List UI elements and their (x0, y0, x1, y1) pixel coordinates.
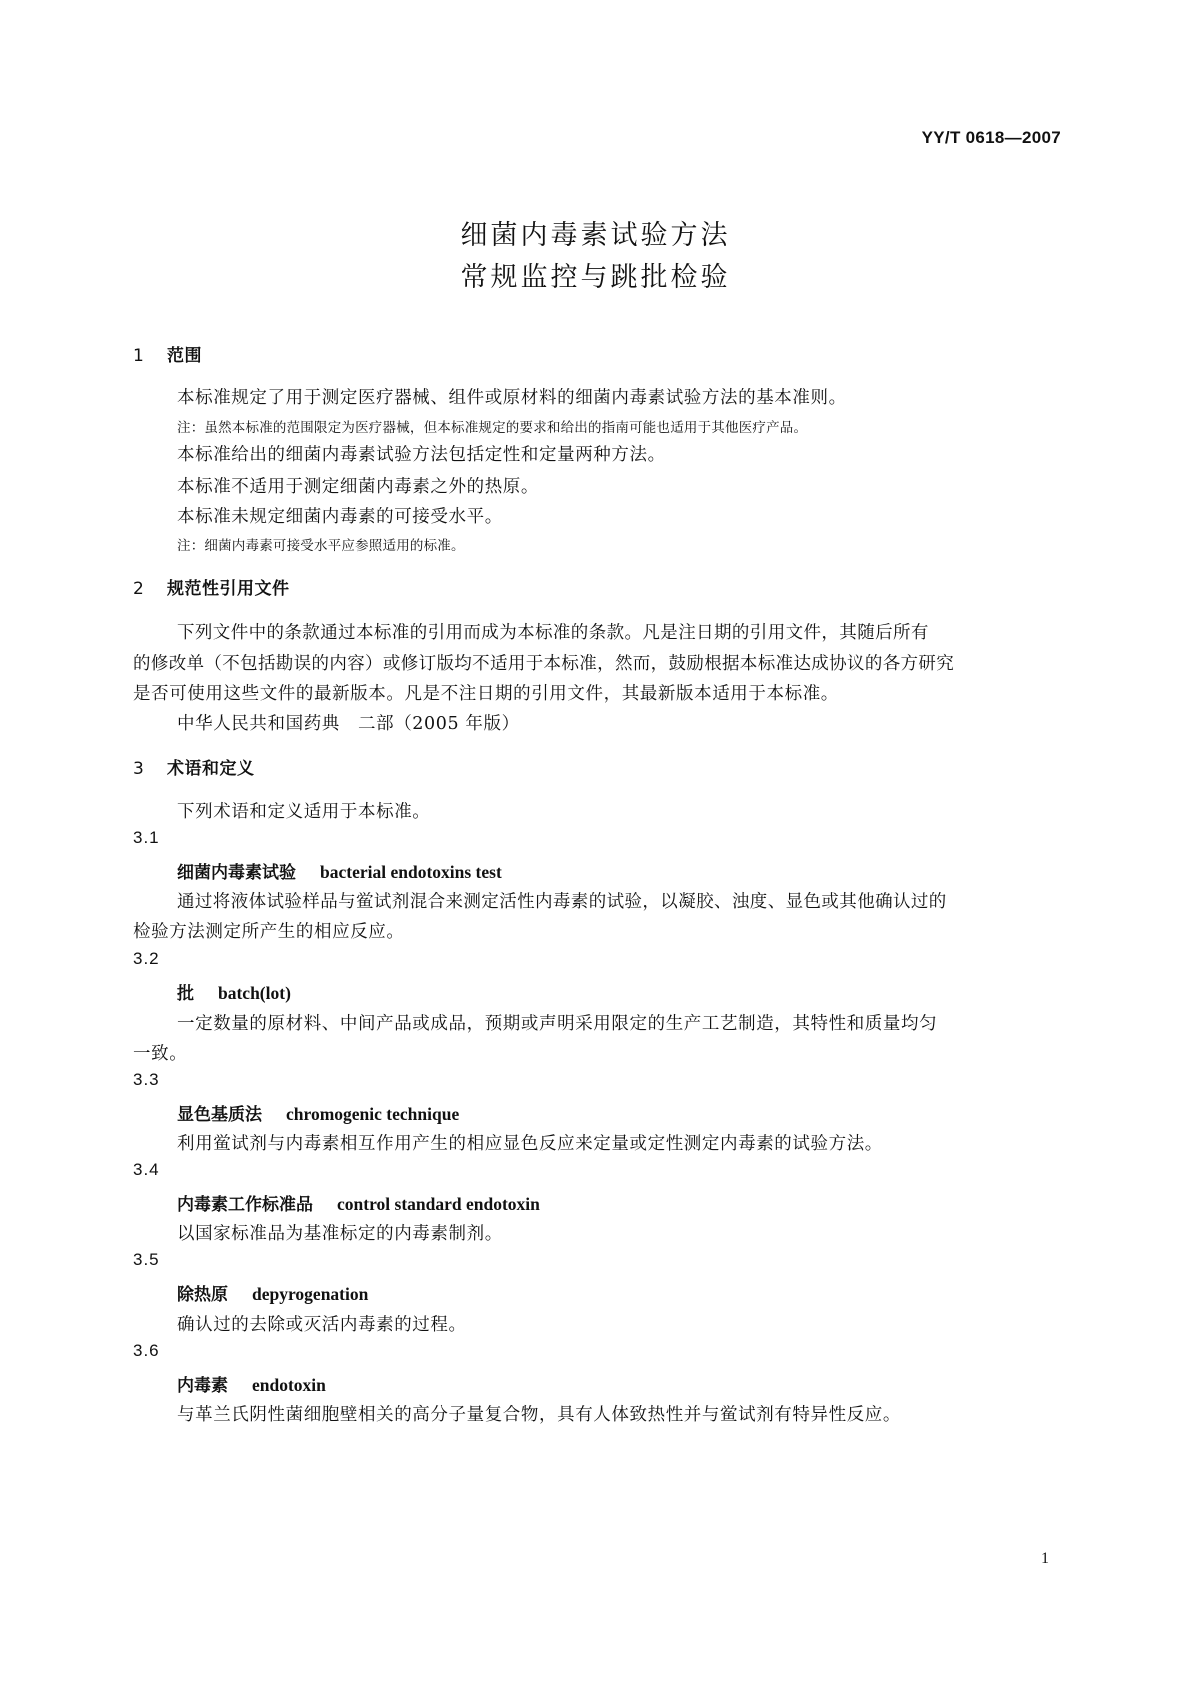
term-entry (177, 979, 291, 1004)
paragraph: 下列术语和定义适用于本标准。 (177, 802, 431, 822)
definition-line: 一致。 (133, 1044, 188, 1064)
section-title: 术语和定义 (167, 759, 255, 779)
paragraph: 本标准未规定细菌内毒素的可接受水平。 (177, 507, 503, 527)
section-2-heading (133, 574, 290, 599)
document-title-line2: 常规监控与跳批检验 (460, 262, 731, 293)
definition-line: 检验方法测定所产生的相应反应。 (133, 922, 405, 942)
section-3-heading (133, 754, 255, 779)
section-title: 规范性引用文件 (167, 579, 290, 599)
note: 注：细菌内毒素可接受水平应参照适用的标准。 (177, 538, 465, 554)
term-entry (177, 1280, 368, 1305)
term-entry (177, 858, 502, 883)
term-zh: 除热原 (177, 1285, 228, 1305)
note: 注：虽然本标准的范围限定为医疗器械，但本标准规定的要求和给出的指南可能也适用于其他医疗产品。 (177, 420, 808, 436)
paragraph: 本标准给出的细菌内毒素试验方法包括定性和定量两种方法。 (177, 445, 666, 465)
paragraph-line: 是否可使用这些文件的最新版本。凡是不注日期的引用文件，其最新版本适用于本标准。 (133, 684, 839, 704)
page-number: 1 (1041, 1550, 1049, 1567)
term-entry (177, 1371, 326, 1396)
term-zh: 内毒素 (177, 1376, 228, 1396)
term-zh: 细菌内毒素试验 (177, 863, 296, 883)
definition-line: 确认过的去除或灭活内毒素的过程。 (177, 1315, 467, 1335)
document-title-line1: 细菌内毒素试验方法 (460, 220, 731, 251)
paragraph: 本标准不适用于测定细菌内毒素之外的热原。 (177, 477, 539, 497)
section-title: 范围 (167, 346, 202, 366)
section-1-heading (133, 341, 202, 366)
definition-line: 与革兰氏阴性菌细胞壁相关的高分子量复合物，具有人体致热性并与鲎试剂有特异性反应。 (177, 1405, 901, 1425)
section-number: 3 (133, 759, 145, 779)
term-zh: 批 (177, 984, 194, 1004)
definition-line: 以国家标准品为基准标定的内毒素制剂。 (177, 1224, 503, 1244)
term-entry (177, 1190, 540, 1215)
definition-line: 通过将液体试验样品与鲎试剂混合来测定活性内毒素的试验，以凝胶、浊度、显色或其他确认过的 (177, 892, 947, 912)
term-zh: 显色基质法 (177, 1105, 262, 1125)
term-en: chromogenic technique (286, 1104, 460, 1124)
clause-number: 3.3 (133, 1070, 160, 1089)
paragraph-line: 的修改单（不包括勘误的内容）或修订版均不适用于本标准，然而，鼓励根据本标准达成协议的各方研究 (133, 654, 955, 674)
term-entry (177, 1100, 459, 1125)
standard-number: YY/T 0618—2007 (921, 128, 1061, 147)
term-zh: 内毒素工作标准品 (177, 1195, 313, 1215)
definition-line: 利用鲎试剂与内毒素相互作用产生的相应显色反应来定量或定性测定内毒素的试验方法。 (177, 1134, 883, 1154)
normative-reference: 中华人民共和国药典 二部（2005 年版） (177, 714, 520, 734)
term-en: batch(lot) (218, 983, 291, 1003)
term-en: depyrogenation (252, 1284, 369, 1304)
paragraph: 本标准规定了用于测定医疗器械、组件或原材料的细菌内毒素试验方法的基本准则。 (177, 388, 847, 408)
section-number: 1 (133, 346, 145, 366)
term-en: control standard endotoxin (337, 1194, 540, 1214)
term-en: bacterial endotoxins test (320, 862, 502, 882)
clause-number: 3.4 (133, 1160, 160, 1179)
definition-line: 一定数量的原材料、中间产品或成品，预期或声明采用限定的生产工艺制造，其特性和质量均匀 (177, 1014, 938, 1034)
clause-number: 3.1 (133, 828, 160, 847)
clause-number: 3.2 (133, 949, 160, 968)
section-number: 2 (133, 579, 145, 599)
term-en: endotoxin (252, 1375, 326, 1395)
paragraph-line: 下列文件中的条款通过本标准的引用而成为本标准的条款。凡是注日期的引用文件，其随后所有 (177, 623, 929, 643)
clause-number: 3.6 (133, 1341, 160, 1360)
clause-number: 3.5 (133, 1250, 160, 1269)
